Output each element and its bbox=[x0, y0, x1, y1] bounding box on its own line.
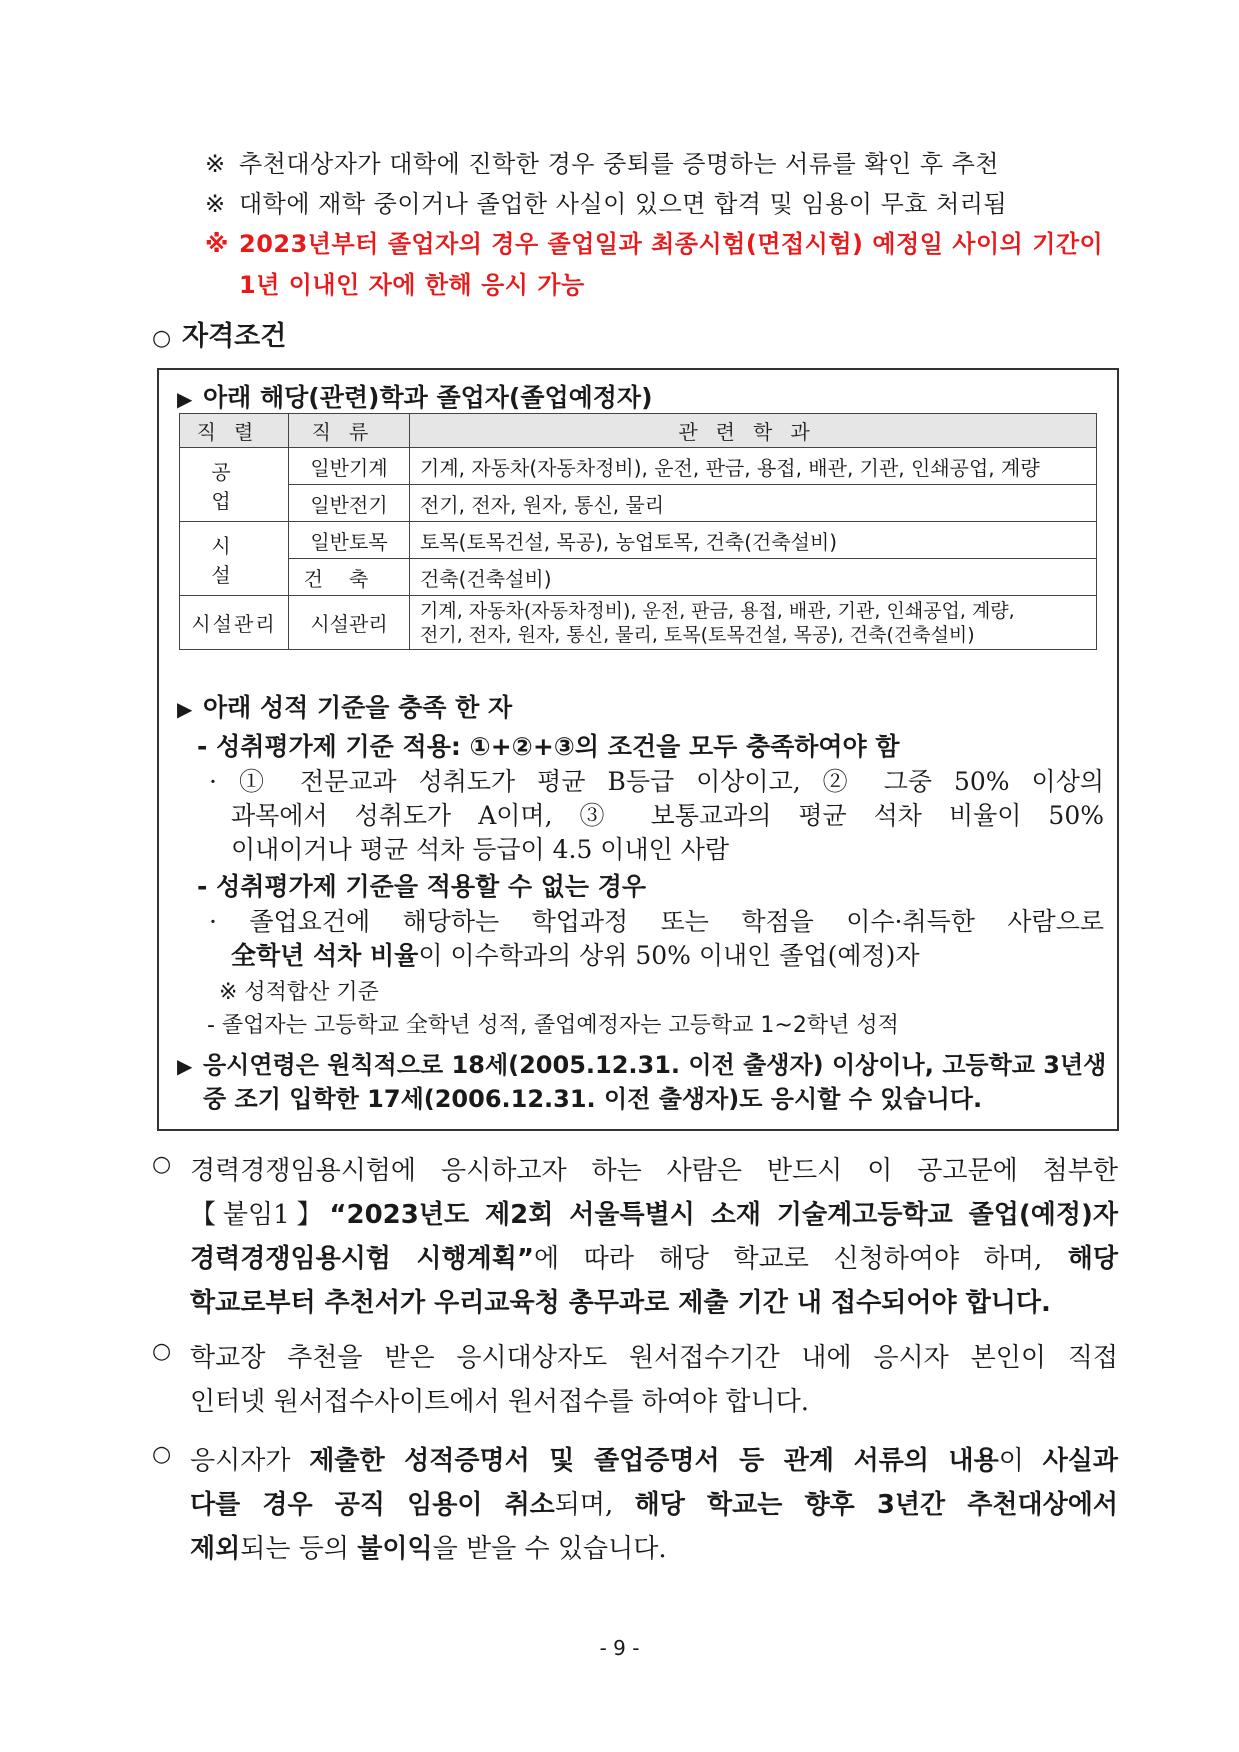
note-mark: ※ bbox=[205, 150, 226, 178]
application-paragraph: ○ 경력경쟁임용시험에 응시하고자 하는 사람은 반드시 이 공고문에 첨부한 【붙임1】“2023년도 제2회 서울특별시 소재 기술계고등학교 졸업(예정)자 경력경쟁임용시험 시행계획”에 따라 해당 학교로 신청하여야 하며, 해당 학교로부터 추천서가 우리교육청 총무과로 제출 기간 내 접수되어야 합니다. bbox=[152, 1152, 1118, 1318]
qualification-box bbox=[157, 368, 1119, 1131]
note-graduate-period-line2: 1년 이내인 자에 한해 응시 가능 bbox=[239, 271, 585, 299]
series-cell: 시설관리 bbox=[180, 596, 289, 650]
note-enrolled: ※ 대학에 재학 중이거나 졸업한 사실이 있으면 합격 및 임용이 무효 처리됨 bbox=[205, 190, 1008, 218]
dept-cell: 기계, 자동차(자동차정비), 운전, 판금, 용접, 배관, 기관, 인쇄공업, 계량, 전기, 전자, 원자, 통신, 물리, 토목(토목건설, 목공), 건축(건축설비) bbox=[410, 596, 1097, 650]
table-row bbox=[180, 448, 1097, 485]
dept-requirement-title: ▶ 아래 해당(관련)학과 졸업자(졸업예정자) bbox=[177, 383, 653, 412]
table-row bbox=[180, 522, 1097, 559]
note-dropout: ※ 추천대상자가 대학에 진학한 경우 중퇴를 증명하는 서류를 확인 후 추천 bbox=[205, 150, 999, 178]
type-cell: 일반전기 bbox=[289, 485, 410, 522]
triangle-bullet-icon: ▶ bbox=[177, 1054, 193, 1078]
table-header-row bbox=[180, 414, 1097, 448]
note-mark: ※ bbox=[205, 190, 226, 218]
online-application-paragraph: ○ 학교장 추천을 받은 응시대상자도 원서접수기간 내에 응시자 본인이 직접 인터넷 원서접수사이트에서 원서접수를 하여야 합니다. bbox=[152, 1339, 1118, 1417]
table-header-cell: 직렬 bbox=[180, 414, 289, 448]
series-cell: 공업 bbox=[180, 448, 289, 522]
type-cell: 일반기계 bbox=[289, 448, 410, 485]
dept-cell: 전기, 전자, 원자, 통신, 물리 bbox=[410, 485, 1097, 522]
series-cell: 시설 bbox=[180, 522, 289, 596]
department-table bbox=[179, 413, 1097, 650]
circle-bullet-icon: ○ bbox=[152, 1442, 172, 1467]
table-row bbox=[180, 596, 1097, 650]
non-achievement-line1: · 졸업요건에 해당하는 학업과정 또는 학점을 이수·취득한 사람으로 bbox=[209, 907, 1104, 936]
type-cell: 시설관리 bbox=[289, 596, 410, 650]
page-number: - 9 - bbox=[599, 1636, 640, 1660]
section-heading bbox=[152, 314, 286, 353]
note-mark: ※ bbox=[205, 230, 229, 258]
table-header-cell: 직류 bbox=[289, 414, 410, 448]
type-cell: 건축 bbox=[289, 559, 410, 596]
age-requirement-line2: 중 조기 입학한 17세(2006.12.31. 이전 출생자)도 응시할 수 있습니다. bbox=[203, 1085, 983, 1113]
non-achievement-line2: 全학년 석차 비율이 이수학과의 상위 50% 이내인 졸업(예정)자 bbox=[231, 941, 920, 970]
grade-requirement-title: ▶ 아래 성적 기준을 충족 한 자 bbox=[177, 693, 513, 722]
age-requirement-line1: ▶ 응시연령은 원칙적으로 18세(2005.12.31. 이전 출생자) 이상이나, 고등학교 3년생 bbox=[177, 1051, 1107, 1079]
achievement-standard-title: - 성취평가제 기준 적용: ①+②+③의 조건을 모두 충족하여야 함 bbox=[197, 732, 900, 761]
table-header-cell: 관련학과 bbox=[410, 414, 1097, 448]
circle-bullet-icon: ○ bbox=[152, 1152, 172, 1177]
penalty-paragraph: ○ 응시자가 제출한 성적증명서 및 졸업증명서 등 관계 서류의 내용이 사실과 다를 경우 공직 임용이 취소되며, 해당 학교는 향후 3년간 추천대상에서 제외되는 등의 불이익을 받을 수 있습니다. bbox=[152, 1442, 1119, 1564]
calc-note: ※ 성적합산 기준 bbox=[219, 980, 379, 1005]
dept-cell: 기계, 자동차(자동차정비), 운전, 판금, 용접, 배관, 기관, 인쇄공업, 계량 bbox=[410, 448, 1097, 485]
type-cell: 일반토목 bbox=[289, 522, 410, 559]
table-row bbox=[180, 559, 1097, 596]
note-graduate-period: ※ 2023년부터 졸업자의 경우 졸업일과 최종시험(면접시험) 예정일 사이의 기간이 bbox=[205, 230, 1104, 258]
triangle-bullet-icon: ▶ bbox=[177, 387, 193, 411]
achievement-standard-line2: 과목에서 성취도가 A이며, ③ 보통교과의 평균 석차 비율이 50% bbox=[231, 801, 1104, 830]
triangle-bullet-icon: ▶ bbox=[177, 697, 193, 721]
circle-bullet-icon: ○ bbox=[152, 326, 172, 351]
table-row bbox=[180, 485, 1097, 522]
calc-detail: - 졸업자는 고등학교 全학년 성적, 졸업예정자는 고등학교 1~2학년 성적 bbox=[207, 1013, 899, 1038]
circle-bullet-icon: ○ bbox=[152, 1339, 172, 1364]
section-title: 자격조건 bbox=[182, 321, 287, 352]
non-achievement-title: - 성취평가제 기준을 적용할 수 없는 경우 bbox=[197, 872, 646, 901]
achievement-standard-line1: · ① 전문교과 성취도가 평균 B등급 이상이고, ② 그중 50% 이상의 bbox=[209, 767, 1104, 796]
dept-cell: 건축(건축설비) bbox=[410, 559, 1097, 596]
achievement-standard-line3: 이내이거나 평균 석차 등급이 4.5 이내인 사람 bbox=[231, 835, 729, 864]
dept-cell: 토목(토목건설, 목공), 농업토목, 건축(건축설비) bbox=[410, 522, 1097, 559]
